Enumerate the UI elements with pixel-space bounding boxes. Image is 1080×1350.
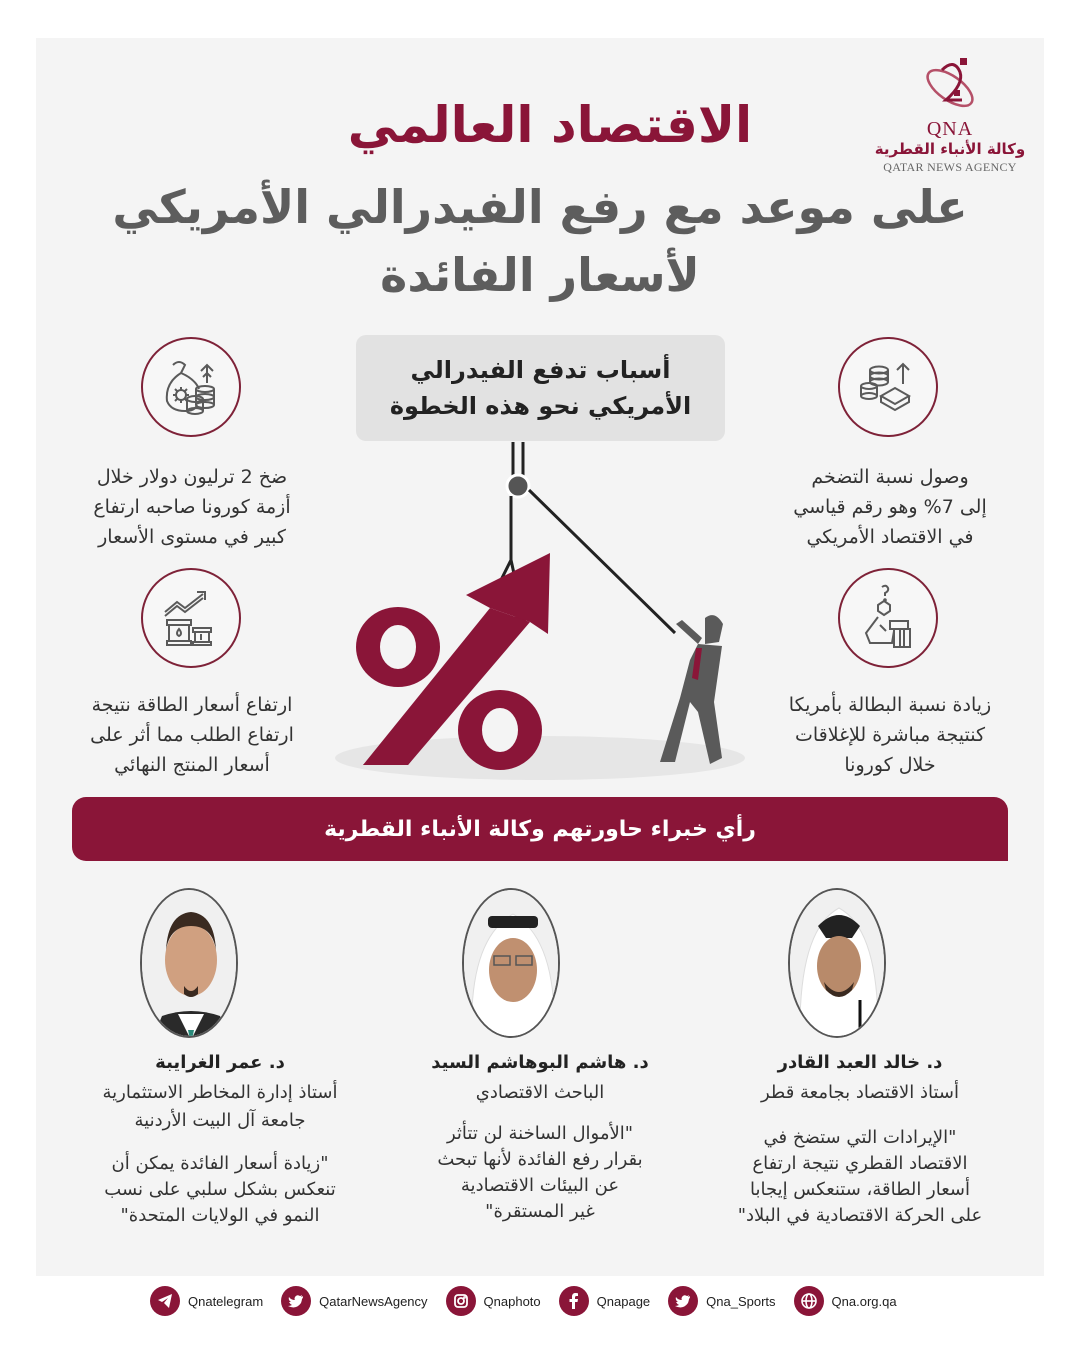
expert-avatar-khalid (788, 888, 886, 1038)
reason-text-inflation (760, 462, 1020, 552)
money-bag-virus-coins-icon (159, 355, 223, 419)
social-links-footer (150, 1284, 950, 1318)
quote-line: غير المستقرة" (485, 1201, 595, 1222)
social-label: Qnapage (596, 1293, 651, 1309)
social-link-facebook[interactable] (559, 1286, 651, 1316)
social-link-instagram[interactable] (446, 1286, 541, 1316)
social-link-website[interactable] (794, 1286, 897, 1316)
expert-quote (400, 1121, 680, 1225)
reason-icon-circle-inflation (838, 337, 938, 437)
telegram-icon (150, 1286, 180, 1316)
quote-line: على الحركة الاقتصادية في البلاد" (737, 1205, 983, 1226)
social-link-telegram[interactable] (150, 1286, 263, 1316)
experts-banner (72, 797, 1008, 861)
social-link-twitter[interactable] (281, 1286, 427, 1316)
reason-line: وصول نسبة التضخم (811, 466, 969, 488)
expert-role: الباحث الاقتصادي (475, 1082, 605, 1103)
social-label: Qna_Sports (706, 1293, 776, 1309)
expert-card-khalid (720, 1052, 1000, 1229)
reason-line: ارتفاع أسعار الطاقة نتيجة (91, 694, 293, 716)
quote-line: أسعار الطاقة، ستنعكس إيجابا (749, 1179, 971, 1200)
oil-barrel-chart-up-icon (161, 588, 221, 648)
reason-icon-circle-unemployment (838, 568, 938, 668)
quote-line: النمو في الولايات المتحدة" (120, 1205, 320, 1226)
reason-text-unemployment (760, 690, 1020, 780)
reason-line: كنتيجة مباشرة للإغلاقات (795, 724, 985, 746)
quote-line: "الإيرادات التي ستضخ في (763, 1127, 957, 1148)
social-label: Qnatelegram (188, 1293, 264, 1309)
reason-line: أزمة كورونا صاحبه ارتفاع (93, 496, 291, 518)
reason-text-energy (62, 690, 322, 780)
quote-line: "زيادة أسعار الفائدة يمكن أن (111, 1153, 329, 1174)
social-label: Qnaphoto (483, 1293, 541, 1309)
quote-line: بقرار رفع الفائدة لأنها تبحث (437, 1149, 643, 1170)
social-link-twitter-sports[interactable] (668, 1286, 775, 1316)
reasons-heading-line1: أسباب تدفع الفيدرالي (410, 356, 671, 384)
expert-card-hashem (400, 1052, 680, 1225)
logo-abbr: QNA (926, 118, 974, 140)
expert-role: جامعة آل البيت الأردنية (134, 1110, 306, 1131)
social-label: Qna.org.qa (831, 1293, 897, 1309)
social-label: QatarNewsAgency (319, 1293, 428, 1309)
expert-name: د. هاشم البوهاشم السيد (431, 1052, 649, 1073)
instagram-icon (446, 1286, 476, 1316)
reason-line: زيادة نسبة البطالة بأمريكا (788, 694, 992, 716)
reasons-heading-box (356, 335, 725, 441)
expert-role: أستاذ الاقتصاد بجامعة قطر (761, 1082, 959, 1103)
percent-pulley-illustration (330, 440, 750, 790)
page-subtitle-line2: لأسعار الفائدة (380, 248, 700, 302)
reasons-heading-line2: الأمريكي نحو هذه الخطوة (389, 392, 692, 420)
expert-name: د. عمر الغرايبة (155, 1052, 285, 1073)
facebook-icon (559, 1286, 589, 1316)
person-avatar-icon (142, 890, 238, 1038)
reason-line: في الاقتصاد الأمريكي (806, 526, 974, 548)
reason-line: أسعار المنتج النهائي (114, 754, 270, 776)
reason-line: ارتفاع الطلب مما أثر على (90, 724, 294, 746)
qna-emblem-icon (920, 50, 980, 120)
expert-name: د. خالد العبد القادر (777, 1052, 943, 1073)
expert-quote (70, 1151, 370, 1229)
reason-text-stimulus (62, 462, 322, 552)
logo-arabic-name: وكالة الأنباء القطرية (874, 140, 1026, 158)
twitter-icon (668, 1286, 698, 1316)
expert-card-omar (70, 1052, 370, 1229)
reason-line: كبير في مستوى الأسعار (98, 526, 286, 548)
page-subtitle-line1: على موعد مع رفع الفيدرالي الأمريكي (112, 180, 968, 234)
reason-line: ضخ 2 ترليون دولار خلال (96, 466, 288, 488)
twitter-icon (281, 1286, 311, 1316)
person-avatar-icon (464, 890, 560, 1038)
quote-line: "الأموال الساخنة لن تتأثر (446, 1123, 634, 1144)
page-title: الاقتصاد العالمي (347, 96, 753, 154)
logo-english-name: QATAR NEWS AGENCY (883, 160, 1017, 174)
expert-avatar-omar (140, 888, 238, 1038)
quote-line: عن البيئات الاقتصادية (460, 1175, 620, 1196)
unemployed-person-icon (858, 583, 918, 653)
reason-line: إلى 7% وهو رقم قياسي (793, 496, 987, 518)
quote-line: الاقتصاد القطري نتيجة ارتفاع (752, 1153, 968, 1174)
man-pulling-rope-icon (660, 615, 723, 764)
interest-rate-hoist-icon (330, 440, 750, 790)
person-avatar-icon (790, 890, 886, 1038)
expert-avatar-hashem (462, 888, 560, 1038)
experts-banner-label: رأي خبراء حاورتهم وكالة الأنباء القطرية (324, 816, 756, 842)
quote-line: تنعكس بشكل سلبي على نسب (104, 1179, 336, 1200)
reason-line: خلال كورونا (844, 754, 936, 776)
globe-icon (794, 1286, 824, 1316)
coins-cash-arrow-up-icon (857, 356, 919, 418)
expert-role: أستاذ إدارة المخاطر الاستثمارية (102, 1082, 338, 1103)
expert-quote (720, 1125, 1000, 1229)
reason-icon-circle-energy (141, 568, 241, 668)
reason-icon-circle-stimulus (141, 337, 241, 437)
